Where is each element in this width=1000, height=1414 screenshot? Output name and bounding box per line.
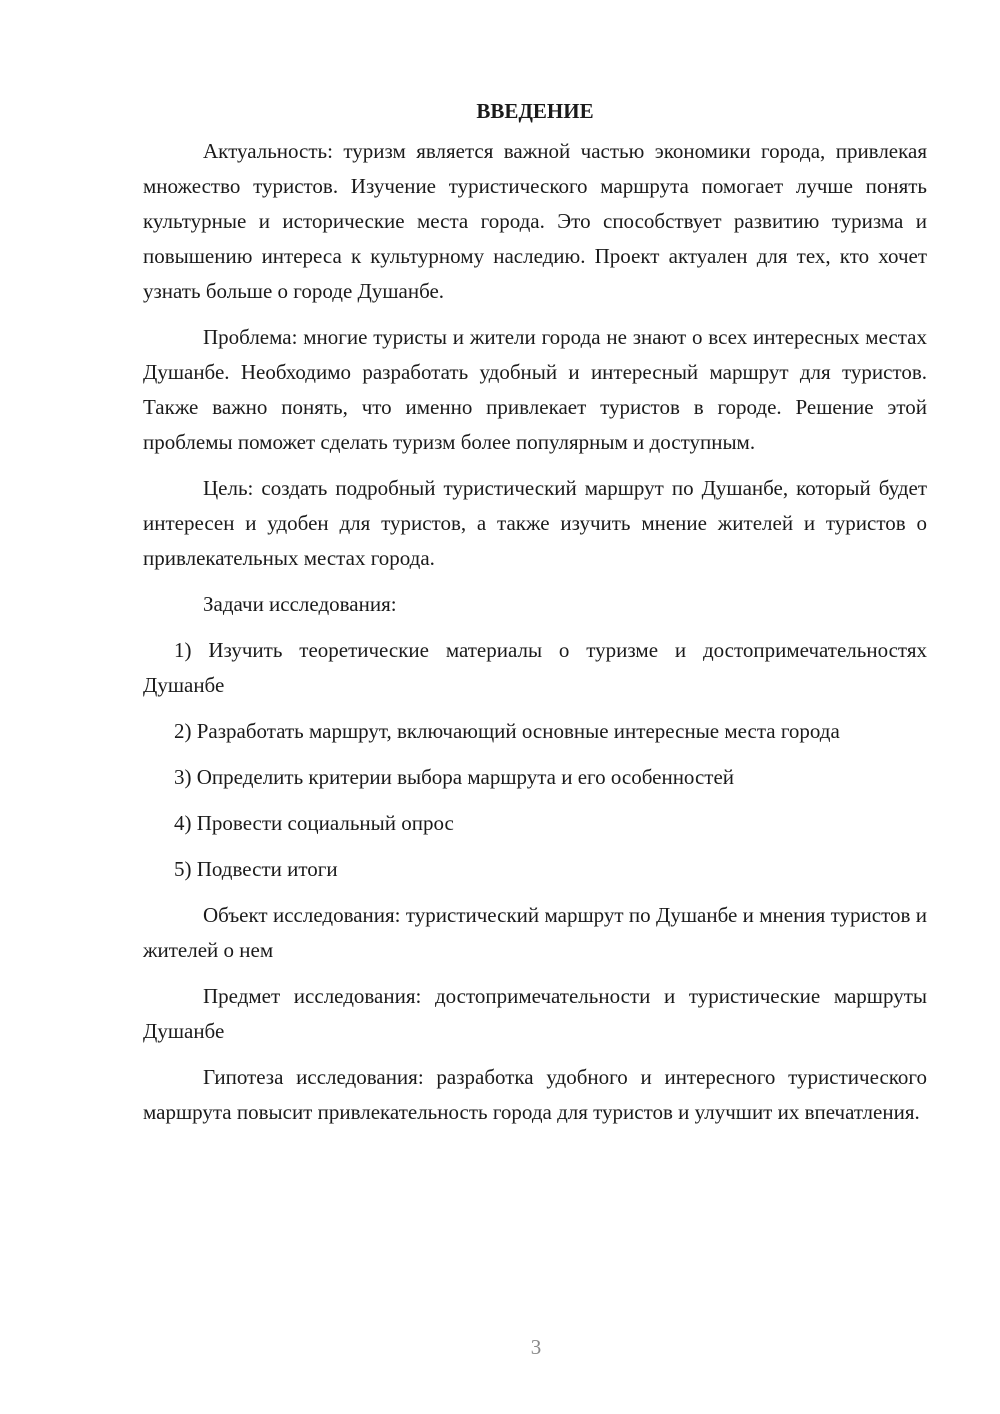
task-item-3: 3) Определить критерии выбора маршрута и его особенностей [174, 765, 735, 789]
paragraph-object: Объект исследования: туристический маршрут по Душанбе и мнения туристов и жителей о нем [143, 903, 927, 962]
section-title: ВВЕДЕНИЕ [476, 99, 594, 123]
page-content [143, 95, 927, 1141]
task-item-1: 1) Изучить теоретические материалы о туризме и достопримечательностях Душанбе [143, 638, 927, 697]
paragraph-hypothesis: Гипотеза исследования: разработка удобного и интересного туристического маршрута повысит привлекательность города для туристов и улучшит их впечатления. [143, 1065, 927, 1124]
task-item-2: 2) Разработать маршрут, включающий основные интересные места города [174, 719, 840, 743]
task-item-4: 4) Провести социальный опрос [174, 811, 454, 835]
paragraph-relevance: Актуальность: туризм является важной частью экономики города, привлекая множество туристов. Изучение туристического маршрута помогает лучше понять культурные и исторические места города. Это способствует развитию туризма и повышению интереса к культурному наследию. Проект актуален для тех, кто хочет узнать больше о городе Душанбе. [143, 139, 927, 303]
paragraph-goal: Цель: создать подробный туристический маршрут по Душанбе, который будет интересен и удобен для туристов, а также изучить мнение жителей и туристов о привлекательных местах города. [143, 476, 927, 570]
page-number: 3 [530, 1335, 542, 1359]
paragraph-subject: Предмет исследования: достопримечательности и туристические маршруты Душанбе [143, 984, 927, 1043]
task-item-5: 5) Подвести итоги [174, 857, 338, 881]
paragraph-problem: Проблема: многие туристы и жители города не знают о всех интересных местах Душанбе. Необходимо разработать удобный и интересный маршрут для туристов. Также важно понять, что именно привлекает туристов в городе. Решение этой проблемы поможет сделать туризм более популярным и доступным. [143, 325, 927, 454]
tasks-heading: Задачи исследования: [203, 592, 397, 616]
